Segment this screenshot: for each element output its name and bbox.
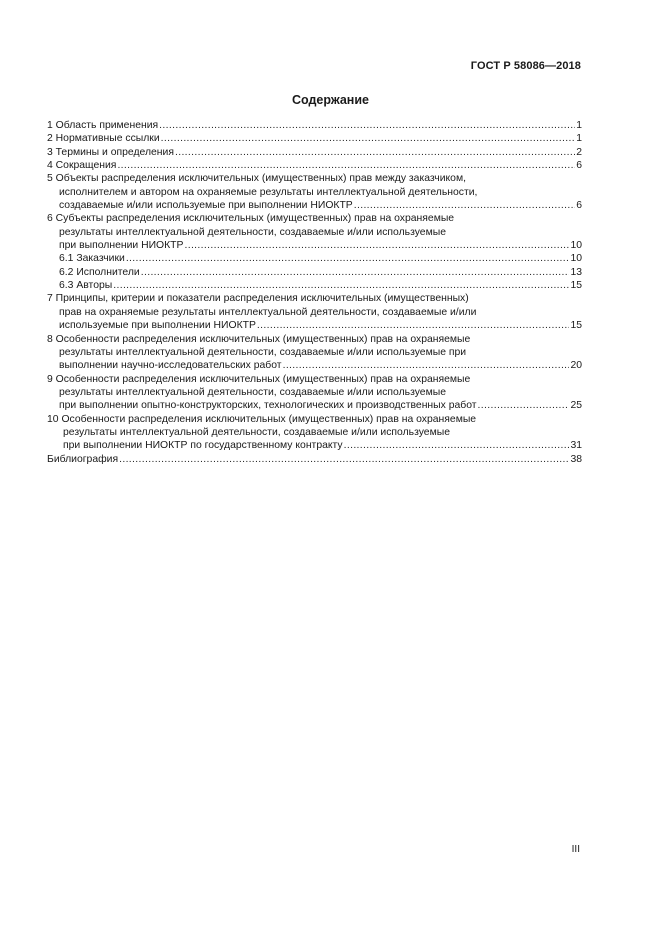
toc-entry-text: прав на охраняемые результаты интеллектуальной деятельности, создаваемые и/или <box>59 306 477 318</box>
toc-entry-text: создаваемые и/или используемые при выполнении НИОКТР <box>59 200 353 212</box>
toc-leader-dots <box>175 146 575 159</box>
toc-leader-dots <box>257 319 570 332</box>
toc-entry-text: 8 Особенности распределения исключительных (имущественных) прав на охраняемые <box>47 333 471 345</box>
toc-title: Содержание <box>291 93 369 107</box>
toc-entry-page: 10 <box>570 253 582 265</box>
toc-entry-text: результаты интеллектуальной деятельности, создаваемые и/или используемые <box>59 386 446 398</box>
toc-entry-page: 15 <box>570 280 582 292</box>
toc-entry-text: 5 Объекты распределения исключительных (имущественных) прав между заказчиком, <box>47 173 466 185</box>
page-number: III <box>571 844 580 855</box>
toc-entry-6[interactable] <box>47 212 582 252</box>
toc-entry-3[interactable] <box>47 146 582 159</box>
toc-entry-page: 1 <box>576 133 582 145</box>
toc-leader-dots <box>478 399 570 412</box>
toc-entry-page: 1 <box>576 120 582 131</box>
table-of-contents <box>47 119 582 466</box>
toc-entry-page: 13 <box>570 266 582 278</box>
toc-entry-10[interactable] <box>47 413 582 453</box>
toc-entry-page: 38 <box>570 453 582 465</box>
toc-leader-dots <box>141 266 570 279</box>
toc-entry-text: 3 Термины и определения <box>47 146 174 158</box>
toc-entry-page: 25 <box>570 400 582 412</box>
toc-entry-text: 1 Область применения <box>47 120 159 131</box>
toc-entry-page: 31 <box>570 440 582 452</box>
toc-entry-6-2[interactable] <box>47 266 582 279</box>
toc-leader-dots <box>184 239 569 252</box>
toc-entry-text: при выполнении опытно-конструкторских, технологических и производственных работ <box>59 400 477 412</box>
toc-entry-2[interactable] <box>47 132 582 145</box>
toc-entry-4[interactable] <box>47 159 582 172</box>
toc-entry-text: выполнении научно-исследовательских работ <box>59 360 282 372</box>
toc-entry-page: 2 <box>576 146 582 158</box>
toc-leader-dots <box>344 439 570 452</box>
toc-entry-text: 6.3 Авторы <box>59 280 113 292</box>
toc-entry-text: Библиография <box>47 453 119 465</box>
toc-entry-text: 6.2 Исполнители <box>59 266 140 278</box>
toc-entry-text: 2 Нормативные ссылки <box>47 133 160 145</box>
toc-entry-6-1[interactable] <box>47 252 582 265</box>
toc-entry-9[interactable] <box>47 373 582 413</box>
toc-entry-text: исполнителем и автором на охраняемые результаты интеллектуальной деятельности, <box>59 186 478 198</box>
toc-entry-text: результаты интеллектуальной деятельности, создаваемые и/или используемые <box>63 426 450 438</box>
toc-leader-dots <box>126 252 570 265</box>
toc-leader-dots <box>113 279 569 292</box>
toc-entry-6-3[interactable] <box>47 279 582 292</box>
toc-entry-text: результаты интеллектуальной деятельности, создаваемые и/или используемые при <box>59 346 467 358</box>
document-header-code: ГОСТ Р 58086—2018 <box>470 60 581 72</box>
toc-entry-text: 9 Особенности распределения исключительных (имущественных) прав на охраняемые <box>47 373 471 385</box>
toc-entry-text: при выполнении НИОКТР по государственному контракту <box>63 440 343 452</box>
toc-leader-dots <box>161 132 576 145</box>
toc-entry-text: 6 Субъекты распределения исключительных (имущественных) прав на охраняемые <box>47 213 455 225</box>
toc-entry-text: используемые при выполнении НИОКТР <box>59 320 256 332</box>
toc-entry-page: 20 <box>570 360 582 372</box>
toc-entry-page: 6 <box>576 200 582 212</box>
toc-leader-dots <box>159 119 575 132</box>
toc-entry-7[interactable] <box>47 292 582 332</box>
toc-entry-8[interactable] <box>47 333 582 373</box>
toc-entry-text: результаты интеллектуальной деятельности, создаваемые и/или используемые <box>59 226 446 238</box>
toc-entry-page: 15 <box>570 320 582 332</box>
toc-entry-text: 7 Принципы, критерии и показатели распределения исключительных (имущественных) <box>47 293 469 305</box>
toc-entry-page: 6 <box>576 160 582 172</box>
toc-leader-dots <box>117 159 575 172</box>
toc-entry-text: 10 Особенности распределения исключительных (имущественных) прав на охраняемые <box>47 413 477 425</box>
toc-leader-dots <box>119 453 569 466</box>
toc-entry-5[interactable] <box>47 172 582 212</box>
toc-entry-text: 6.1 Заказчики <box>59 253 125 265</box>
toc-entry-bibliography[interactable] <box>47 453 582 466</box>
toc-leader-dots <box>354 199 575 212</box>
toc-entry-text: при выполнении НИОКТР <box>59 240 184 252</box>
toc-entry-text: 4 Сокращения <box>47 160 117 172</box>
toc-leader-dots <box>283 359 570 372</box>
toc-entry-1[interactable] <box>47 119 582 132</box>
toc-entry-page: 10 <box>570 240 582 252</box>
